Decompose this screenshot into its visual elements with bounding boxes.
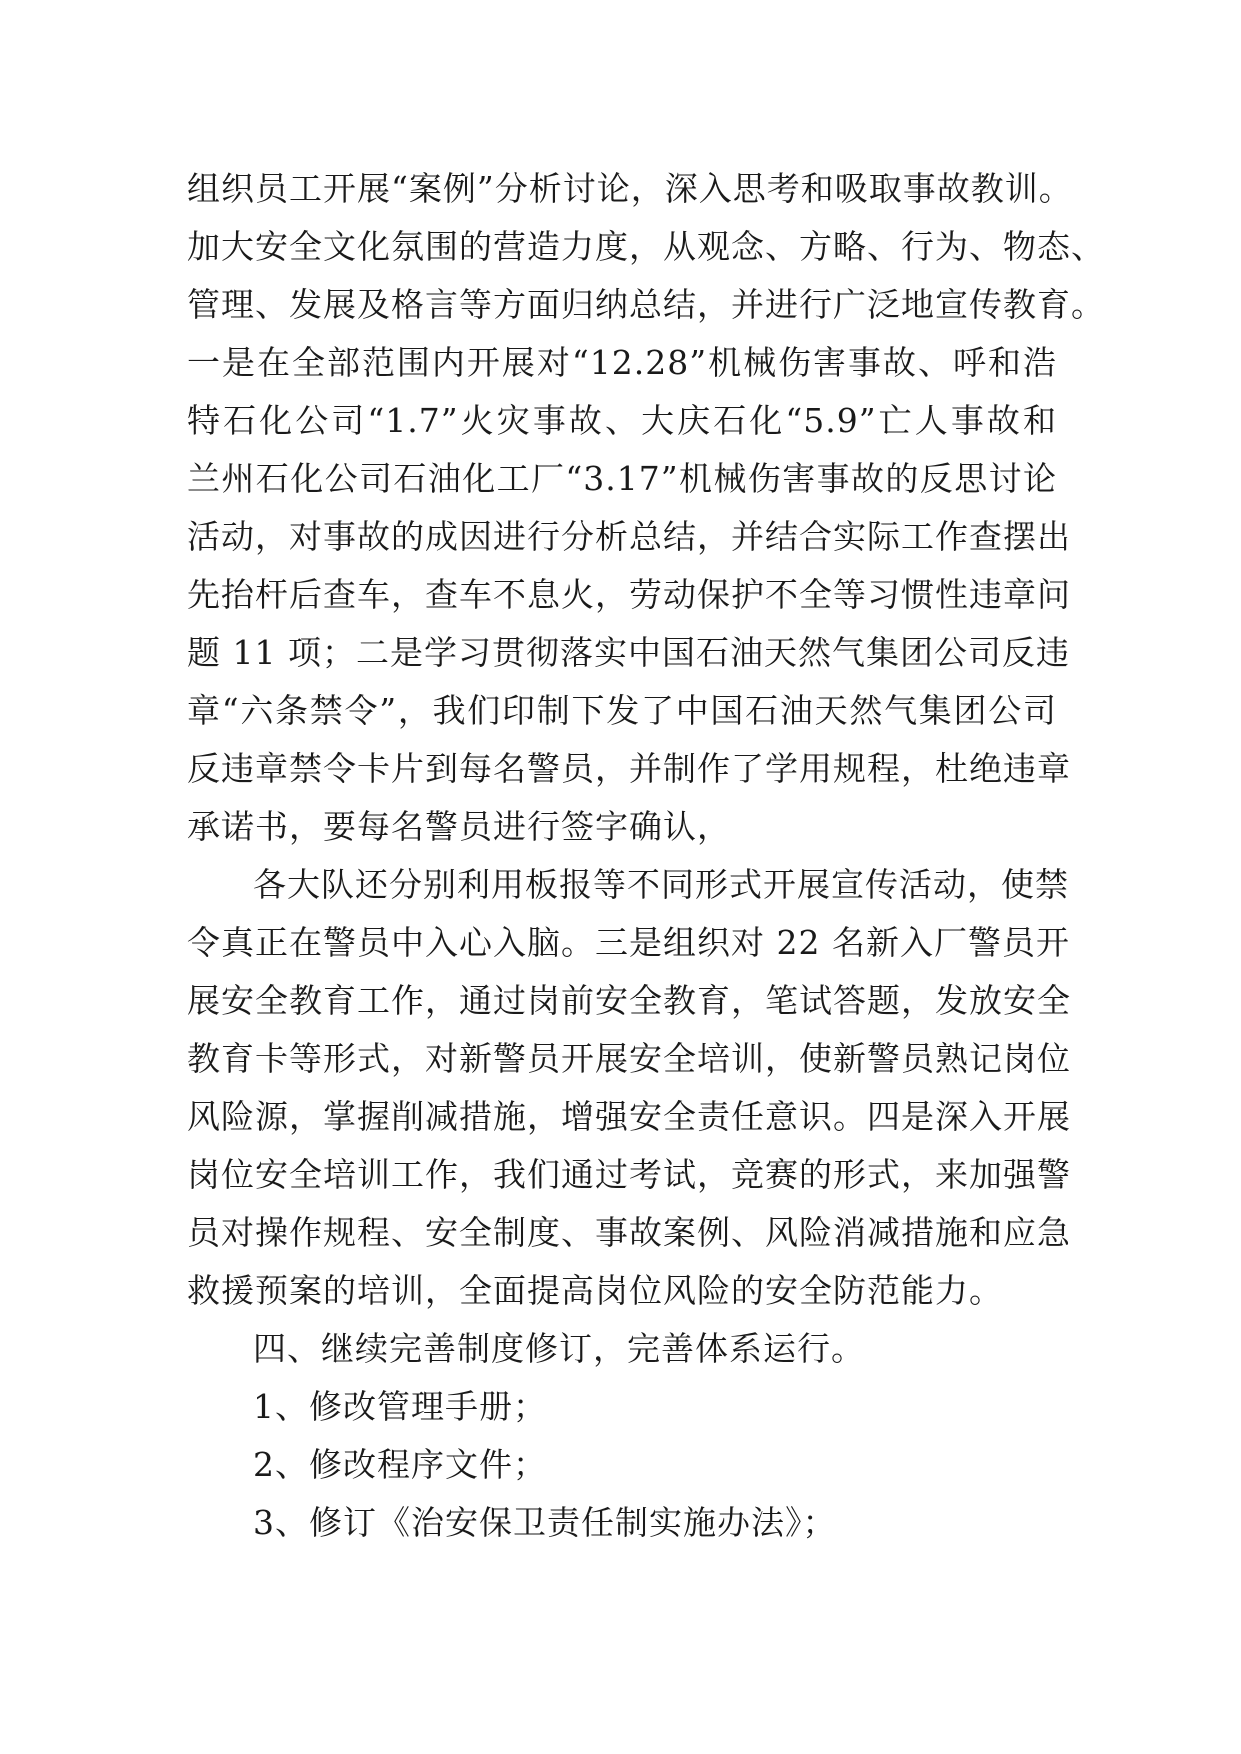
paragraph-line: 一是在全部范围内开展对“12.28”机械伤害事故、呼和浩 [187,343,1057,382]
revision-list [187,1378,1057,1552]
list-item: 3、修订《治安保卫责任制实施办法》； [253,1503,837,1542]
paragraph-line: 先抬杆后查车，查车不息火，劳动保护不全等习惯性违章问 [187,575,1071,614]
paragraph-line: 救援预案的培训，全面提高岗位风险的安全防范能力。 [187,1271,1003,1310]
paragraph-line: 岗位安全培训工作，我们通过考试，竞赛的形式，来加强警 [187,1155,1071,1194]
paragraph-line: 各大队还分别利用板报等不同形式开展宣传活动，使禁 [253,865,1069,904]
paragraph-line: 加大安全文化氛围的营造力度，从观念、方略、行为、物态、 [187,227,1105,266]
list-item: 2、修改程序文件； [253,1445,547,1484]
paragraph-line: 展安全教育工作，通过岗前安全教育，笔试答题，发放安全 [187,981,1071,1020]
list-item: 1、修改管理手册； [253,1387,547,1426]
paragraph-1 [187,160,1105,856]
paragraph-line: 管理、发展及格言等方面归纳总结，并进行广泛地宣传教育。 [187,285,1105,324]
paragraph-line: 组织员工开展“案例”分析讨论，深入思考和吸取事故教训。 [187,169,1073,208]
paragraph-2 [187,856,1071,1320]
paragraph-line: 章“六条禁令”，我们印制下发了中国石油天然气集团公司 [187,691,1057,730]
document-body [187,160,1105,1552]
paragraph-line: 兰州石化公司石油化工厂“3.17”机械伤害事故的反思讨论 [187,459,1057,498]
paragraph-line: 反违章禁令卡片到每名警员，并制作了学用规程，杜绝违章 [187,749,1071,788]
paragraph-line: 特石化公司“1.7”火灾事故、大庆石化“5.9”亡人事故和 [187,401,1057,440]
paragraph-line: 令真正在警员中入心入脑。三是组织对 22 名新入厂警员开 [187,923,1070,962]
paragraph-line: 题 11 项；二是学习贯彻落实中国石油天然气集团公司反违 [187,633,1070,672]
paragraph-line: 风险源，掌握削减措施，增强安全责任意识。四是深入开展 [187,1097,1071,1136]
paragraph-line: 教育卡等形式，对新警员开展安全培训，使新警员熟记岗位 [187,1039,1071,1078]
paragraph-line: 活动，对事故的成因进行分析总结，并结合实际工作查摆出 [187,517,1071,556]
paragraph-line: 员对操作规程、安全制度、事故案例、风险消减措施和应急 [187,1213,1071,1252]
paragraph-line: 承诺书，要每名警员进行签字确认， [187,807,731,846]
section-heading: 四、继续完善制度修订，完善体系运行。 [253,1329,865,1368]
